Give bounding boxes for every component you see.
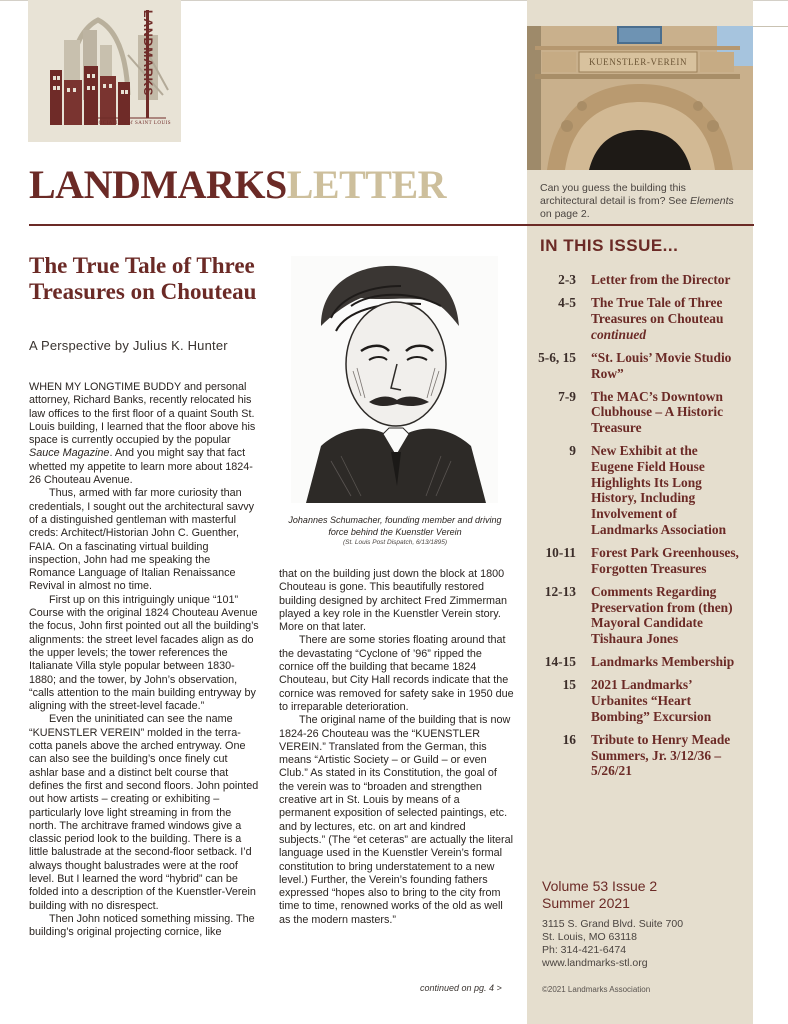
lead-in: WHEN MY LONGTIME BUDDY	[29, 381, 181, 393]
toc-item[interactable]	[538, 389, 743, 436]
toc-page-number: 5-6, 15	[538, 349, 576, 365]
paragraph-1-text: and personal attorney, Richard Banks, recently relocated his law offices to the first floor of a quaint South St. Louis building, I learned that the floor above his space is currently occupied by the popular	[29, 381, 256, 447]
table-of-contents	[538, 272, 743, 787]
volume-issue: Volume 53 Issue 2	[542, 878, 658, 894]
issue-info	[542, 878, 657, 912]
season: Summer 2021	[542, 895, 630, 911]
toc-page-number: 7-9	[558, 388, 576, 404]
edge-rule	[753, 26, 788, 27]
portrait-caption: Johannes Schumacher, founding member and driving force behind the Kuenstler Verein	[288, 515, 502, 537]
website-link[interactable]: www.landmarks-stl.org	[542, 957, 648, 969]
toc-item[interactable]	[538, 732, 743, 779]
portrait-engraving	[291, 256, 498, 503]
logo-tagline: ASSOCIATION of SAINT LOUIS	[88, 121, 172, 126]
paragraph-4: Even the uninitiated can see the name “KUENSTLER VEREIN” molded in the terra-cotta panels above the arched entryway. One can also see the building’s once finely cut ashlar base and a distinct belt course that defines the first and second floors. John pointed out how artists – creating or exhibiting – particularly love light streaming in from the north. The architrave framed windows give a classic period look to the building. There is a little balustrade at the second-floor setback. I’d always thought balustrades were at the roof level. But I learned the word “hybrid” can be folded into a description of the Kuenstler-Verein building with no disrespect.	[29, 713, 259, 912]
article-subtitle: A Perspective by Julius K. Hunter	[29, 338, 228, 353]
article-column-2	[279, 568, 514, 927]
column-2-paragraph-3: The original name of the building that is now 1824-26 Chouteau was the “KUENSTLER VEREIN.” Translated from the German, this means “Artistic Society – or Guild – or even Club.” As stated in its Constitution, the goal of the verein was to “broaden and strengthen creative art in St. Louis by means of a permanent exposition of selected paintings, etc. and by lectures, etc. on art and kindred subjects.” (The “et ceteras” are actually the literal language used in the Kuenstler Verein’s formal constitution to bring understatement to a new level.) Further, the Verein’s founding fathers expressed “hopes also to bring to the city from time to time, renowned works of the old as well as the modern masters.”	[279, 714, 514, 926]
cover-caption-emph: Elements	[689, 195, 734, 207]
magazine-name: Sauce Magazine	[29, 447, 110, 460]
cover-photo	[527, 26, 753, 170]
toc-title	[591, 584, 743, 647]
toc-title-text: The MAC’s Downtown Clubhouse – A Historic Treasure	[591, 388, 724, 436]
cover-caption	[540, 182, 745, 221]
column-2-paragraph-1: that on the building just down the block at 1800 Chouteau is gone. This beautifully restored building designed by architect Fred Zimmerman played a key role in the Kuenstler Verein story. More on that later.	[279, 568, 508, 634]
toc-title-text: Comments Regarding Preservation from (then) Mayoral Candidate Tishaura Jones	[591, 583, 733, 647]
toc-item[interactable]	[538, 295, 743, 342]
toc-page-number: 4-5	[558, 295, 576, 311]
portrait-source: (St. Louis Post Dispatch, 6/13/1895)	[342, 539, 448, 546]
contact-info	[542, 918, 683, 970]
toc-page-number: 2-3	[558, 272, 576, 287]
toc-item[interactable]	[538, 545, 743, 576]
toc-title	[591, 654, 743, 670]
masthead-letter: LETTER	[286, 162, 447, 207]
terra-cotta-facade-image	[527, 26, 753, 170]
facade-sign-text: KUENSTLER-VEREIN	[588, 57, 688, 67]
toc-title-text: Forest Park Greenhouses, Forgotten Treasures	[591, 545, 739, 576]
toc-title-emph: continued	[591, 326, 647, 342]
toc-item[interactable]	[538, 654, 743, 670]
toc-title-text: 2021 Landmarks’ Urbanites “Heart Bombing” Excursion	[591, 677, 712, 724]
landmarks-logo	[28, 0, 181, 142]
continued-link[interactable]: continued on pg. 4 >	[420, 983, 502, 993]
paragraph-2: Thus, armed with far more curiosity than credentials, I sought out the architectural savvy of a distinguished gentleman with masterful creds: Architect/Historian John C. Guenther, FAIA. On a fascinating virtual building inspection, John had me speaking the Romance Language of Italian Renaissance Revival in almost no time.	[29, 487, 255, 593]
paragraph-1	[29, 381, 259, 487]
toc-item[interactable]	[538, 677, 743, 724]
toc-item[interactable]	[538, 443, 743, 537]
article-title: The True Tale of Three Treasures on Chouteau	[29, 253, 257, 304]
column-2-paragraph-2: There are some stories floating around that the devastating “Cyclone of ’96” ripped the cornice off the building that became 1824 Chouteau, but City Hall records indicate that the cornice was removed for safety sake in 1950 due to irreparable deterioration.	[279, 634, 514, 713]
toc-title-text: New Exhibit at the Eugene Field House Highlights Its Long History, Including Involvement of Landmarks Association	[591, 443, 727, 537]
toc-item[interactable]	[538, 584, 743, 647]
toc-title	[591, 389, 743, 436]
cover-caption-tail: on page 2.	[540, 208, 590, 220]
phone-number: Ph: 314-421-6474	[542, 944, 627, 956]
toc-title	[591, 350, 743, 381]
toc-title-text: “St. Louis’ Movie Studio Row”	[591, 349, 732, 381]
toc-page-number: 12-13	[544, 583, 576, 599]
masthead-title	[29, 163, 446, 207]
paragraph-1-tail: . And you might say that fact whetted my appetite to learn more about 1824-26 Chouteau Avenue.	[29, 447, 253, 487]
toc-page-number: 9	[569, 443, 576, 459]
toc-page-number: 10-11	[545, 545, 576, 561]
paragraph-5: Then John noticed something missing. The building’s original projecting cornice, like	[29, 912, 255, 939]
toc-title-text: Letter from the Director	[591, 272, 731, 287]
toc-item[interactable]	[538, 272, 743, 288]
toc-title	[591, 443, 743, 537]
toc-page-number: 14-15	[544, 654, 576, 670]
article-column-1	[29, 381, 259, 939]
masthead-rule	[29, 224, 754, 226]
toc-item[interactable]	[538, 350, 743, 381]
masthead-landmarks: LANDMARKS	[29, 162, 287, 207]
toc-title	[591, 677, 743, 724]
toc-title	[591, 732, 743, 779]
toc-title	[591, 545, 743, 576]
toc-title-text: Tribute to Henry Meade Summers, Jr. 3/12/36 – 5/26/21	[591, 732, 731, 779]
in-this-issue-heading: IN THIS ISSUE...	[540, 236, 679, 255]
portrait-sketch-image	[291, 256, 498, 503]
cover-caption-text: Can you guess the building this architectural detail is from? See	[540, 182, 690, 207]
toc-page-number: 15	[562, 677, 576, 693]
toc-page-number: 16	[562, 732, 576, 748]
toc-title	[591, 295, 743, 342]
address-line-1: 3115 S. Grand Blvd. Suite 700	[542, 918, 684, 930]
toc-title-text: Landmarks Membership	[591, 654, 735, 670]
paragraph-3: First up on this intriguingly unique “101” Course with the original 1824 Chouteau Avenue the focus, John first pointed out all the building’s alignments: the street level facades align as do the upper levels; the tower references the Italianate Villa style popular between 1830-1880; and the tower, by John’s observation, “calls attention to the main building entryway by aligning with the street-level facade.”	[29, 593, 259, 713]
copyright-notice: ©2021 Landmarks Association	[542, 985, 651, 994]
logo-wordmark: LANDMARKS	[141, 10, 155, 97]
address-line-2: St. Louis, MO 63118	[542, 931, 637, 943]
toc-title	[591, 272, 743, 288]
toc-title-text: The True Tale of Three Treasures on Chouteau	[591, 295, 724, 326]
